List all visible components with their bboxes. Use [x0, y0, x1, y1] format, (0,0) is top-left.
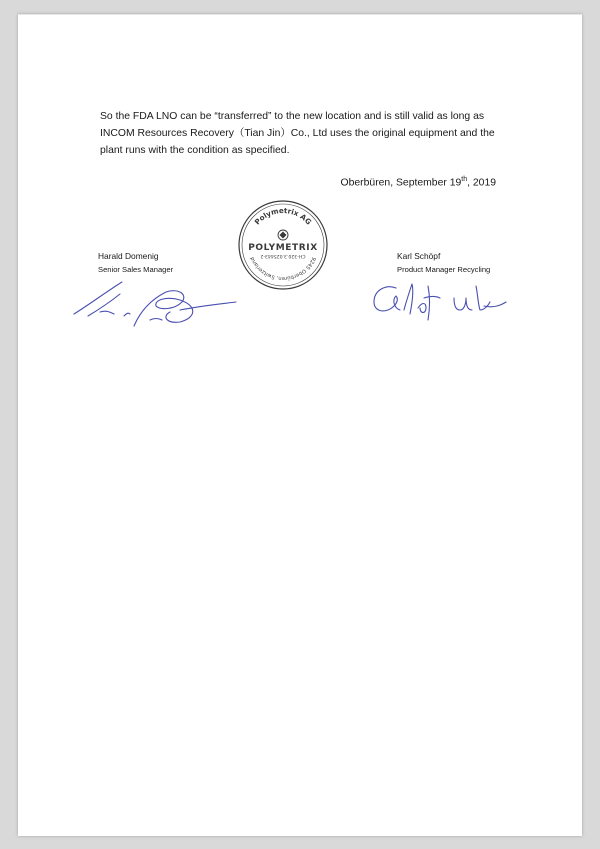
date-prefix: Oberbüren, September 19 [340, 177, 462, 189]
letter-line-3: plant runs with the condition as specified. [100, 145, 290, 156]
stamp-bottom-text: 9245 Oberbüren, Switzerland [249, 255, 317, 282]
left-signature-icon [70, 270, 240, 334]
letter-line-2: INCOM Resources Recovery（Tian Jin）Co., Ltd uses the original equipment and the [100, 128, 495, 139]
company-stamp [237, 199, 329, 291]
letter-date [336, 176, 496, 188]
stamp-top-text: Polymetrix AG [252, 205, 314, 227]
left-signatory-name: Harald Domenig [98, 251, 159, 261]
date-ordinal: th [461, 176, 468, 183]
stamp-center-text: POLYMETRIX [248, 243, 318, 253]
date-year: , 2019 [467, 177, 496, 189]
right-signatory-name: Karl Schöpf [397, 251, 441, 261]
stamp-reg-text: CH-320.3.025443-2 [260, 253, 306, 258]
left-signatory-role: Senior Sales Manager [98, 265, 174, 274]
right-signatory-role: Product Manager Recycling [397, 265, 491, 274]
stamp-logo-mark [280, 232, 287, 239]
right-signature-icon [368, 280, 508, 322]
letter-body [100, 108, 520, 159]
document-page [18, 14, 582, 836]
letter-line-1: So the FDA LNO can be “transferred” to the new location and is still valid as long as [100, 111, 485, 122]
page-top-rule [18, 14, 582, 15]
